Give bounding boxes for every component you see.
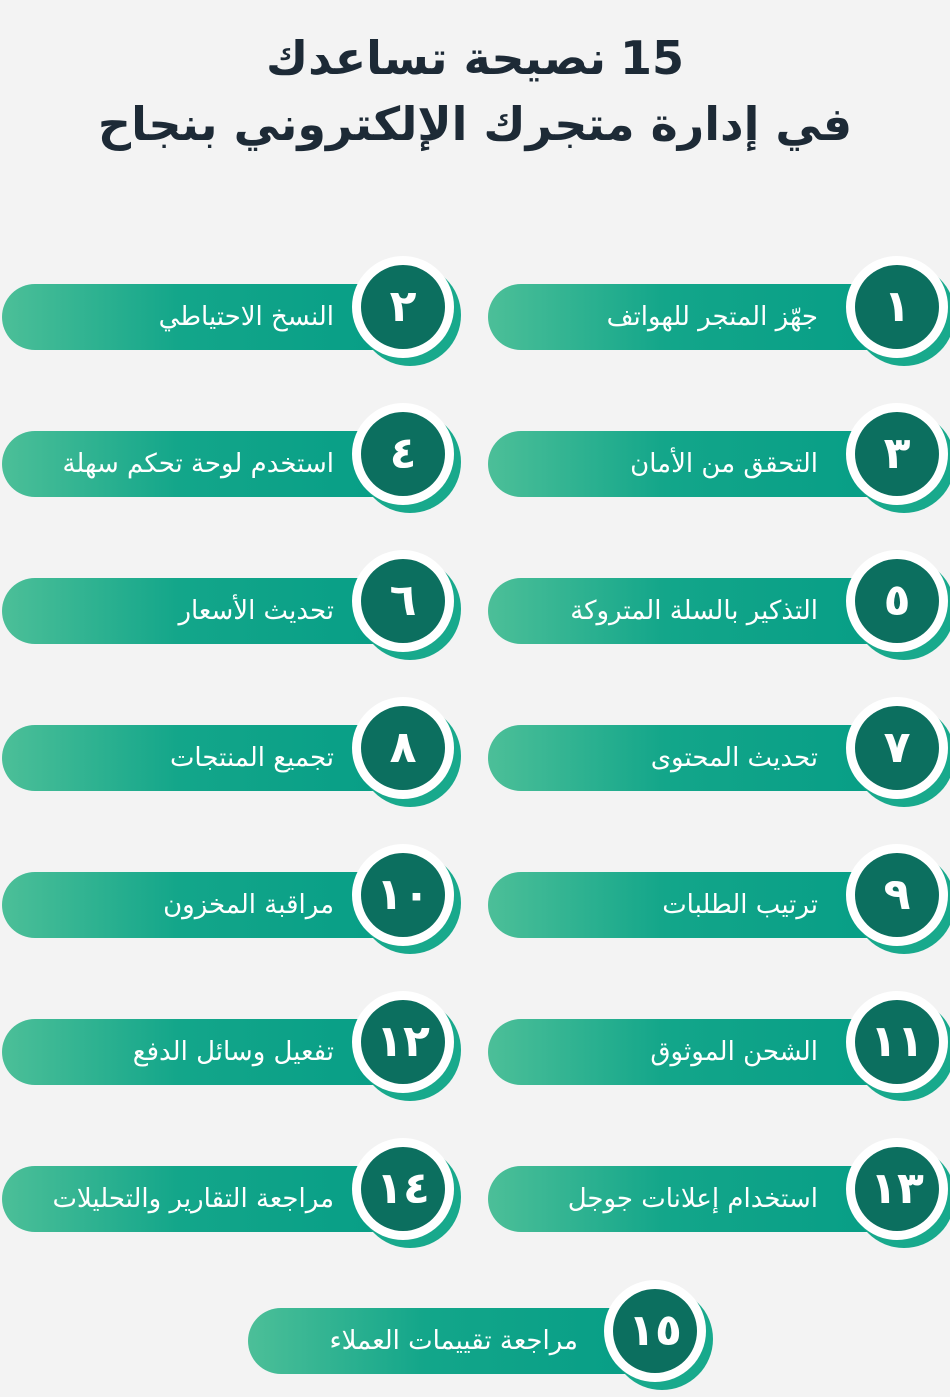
tip-label: النسخ الاحتياطي — [158, 302, 334, 332]
tip-number-ring — [352, 550, 454, 652]
tip-number-badge: ٥ — [855, 559, 939, 643]
tip-number-badge: ٣ — [855, 412, 939, 496]
tip-number-ring — [846, 1138, 948, 1240]
tip-number-ring — [846, 844, 948, 946]
tip-item — [2, 844, 464, 954]
tip-number-ring — [352, 403, 454, 505]
tip-pill — [488, 284, 880, 350]
tip-label: التذكير بالسلة المتروكة — [570, 596, 818, 626]
tip-pill — [248, 1308, 640, 1374]
tip-number-ring — [846, 991, 948, 1093]
tip-pill — [2, 872, 394, 938]
tip-item — [488, 697, 950, 807]
tip-number-ring — [846, 403, 948, 505]
tip-label: مراجعة التقارير والتحليلات — [52, 1184, 334, 1214]
tip-item — [488, 1138, 950, 1248]
tip-number-badge: ٤ — [361, 412, 445, 496]
tip-item — [2, 550, 464, 660]
tip-number-ring — [846, 697, 948, 799]
tip-pill — [2, 431, 394, 497]
tip-number-badge: ١٥ — [613, 1289, 697, 1373]
tip-number-badge: ٢ — [361, 265, 445, 349]
tip-pill — [488, 578, 880, 644]
tip-number-ring — [352, 697, 454, 799]
tip-label: جهّز المتجر للهواتف — [606, 302, 818, 332]
tip-pill — [488, 725, 880, 791]
tip-item — [2, 697, 464, 807]
tip-label: الشحن الموثوق — [650, 1037, 818, 1067]
tip-number-badge: ١٢ — [361, 1000, 445, 1084]
tip-number-badge: ٩ — [855, 853, 939, 937]
tip-item — [2, 1138, 464, 1248]
tip-pill — [488, 1019, 880, 1085]
tip-pill — [2, 1019, 394, 1085]
tip-item — [488, 550, 950, 660]
tip-item — [488, 844, 950, 954]
tip-pill — [2, 284, 394, 350]
tip-label: استخدم لوحة تحكم سهلة — [62, 449, 334, 479]
tip-label: تحديث الأسعار — [178, 596, 334, 626]
tip-number-badge: ٧ — [855, 706, 939, 790]
tip-number-badge: ١٣ — [855, 1147, 939, 1231]
tip-number-ring — [352, 256, 454, 358]
tip-number-ring — [846, 550, 948, 652]
tip-pill — [488, 1166, 880, 1232]
tip-pill — [2, 578, 394, 644]
tip-item — [488, 256, 950, 366]
tip-item — [488, 991, 950, 1101]
tip-item — [2, 991, 464, 1101]
tip-item — [2, 256, 464, 366]
tip-label: تحديث المحتوى — [650, 743, 818, 773]
tip-number-ring — [846, 256, 948, 358]
tip-number-badge: ١٤ — [361, 1147, 445, 1231]
tip-label: ترتيب الطلبات — [662, 890, 818, 920]
tip-label: تفعيل وسائل الدفع — [132, 1037, 334, 1067]
tip-number-badge: ١٠ — [361, 853, 445, 937]
tip-number-badge: ٦ — [361, 559, 445, 643]
tip-label: تجميع المنتجات — [169, 743, 334, 773]
tip-number-badge: ١١ — [855, 1000, 939, 1084]
title-number: 15 — [619, 31, 684, 85]
tip-pill — [2, 725, 394, 791]
tip-pill — [488, 872, 880, 938]
page-title-line-1 — [0, 28, 950, 88]
tip-number-ring — [352, 991, 454, 1093]
tip-number-ring — [352, 1138, 454, 1240]
tip-pill — [2, 1166, 394, 1232]
tip-item — [2, 403, 464, 513]
tip-item — [248, 1280, 716, 1390]
tip-label: مراقبة المخزون — [163, 890, 334, 920]
tip-label: مراجعة تقييمات العملاء — [329, 1326, 578, 1356]
tip-label: استخدام إعلانات جوجل — [567, 1184, 818, 1214]
page-title-line-2: في إدارة متجرك الإلكتروني بنجاح — [97, 97, 853, 151]
tip-pill — [488, 431, 880, 497]
title-line-1-text: نصيحة تساعدك — [266, 31, 606, 85]
tip-item — [488, 403, 950, 513]
tip-label: التحقق من الأمان — [630, 449, 818, 479]
tip-number-ring — [604, 1280, 706, 1382]
tip-number-badge: ٨ — [361, 706, 445, 790]
tip-number-badge: ١ — [855, 265, 939, 349]
tip-number-ring — [352, 844, 454, 946]
